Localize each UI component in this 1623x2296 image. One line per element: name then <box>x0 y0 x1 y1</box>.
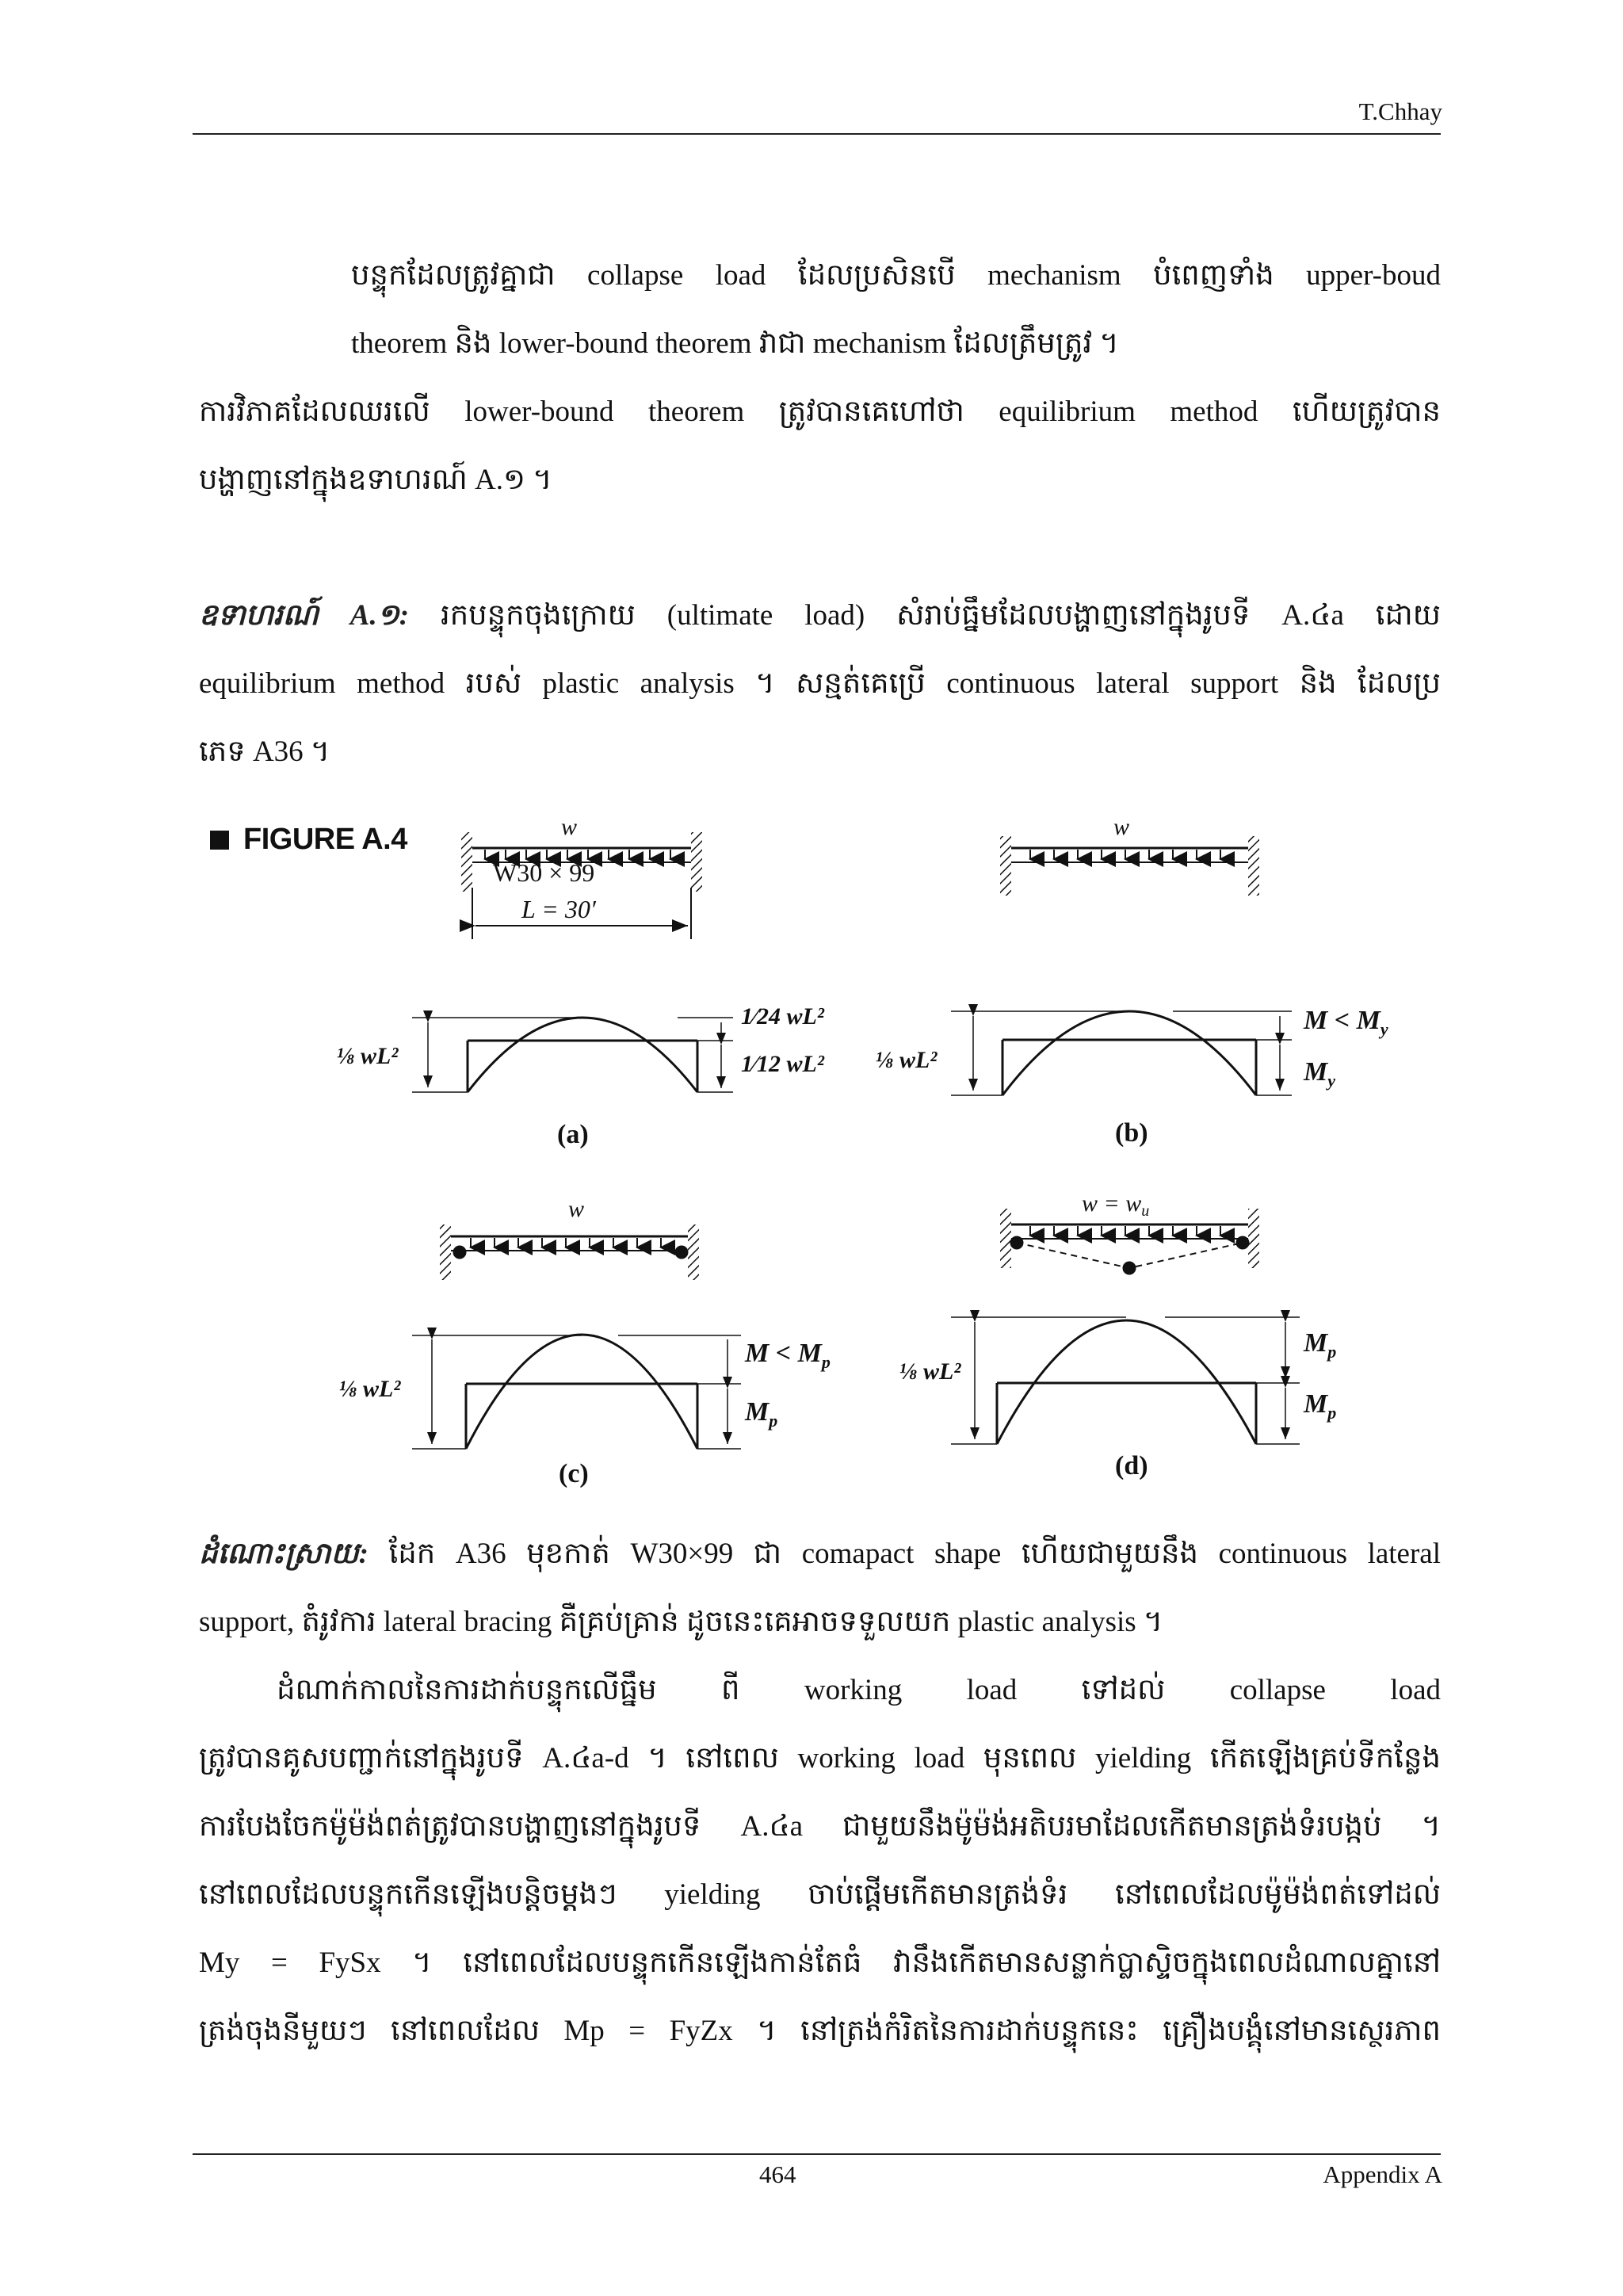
label-c-bot: $M_p$ <box>745 1397 778 1431</box>
caption-c: (c) <box>559 1459 589 1488</box>
moment-diagram-c <box>412 1335 741 1449</box>
header-author: T.Chhay <box>1358 97 1442 125</box>
label-d-top: $M_p$ <box>1304 1328 1337 1362</box>
text-line: My = FySx ។ នៅពេលដែលបន្ទុកកើនឡើងកាន់តែធំ វានឹងកើតមានសន្លាក់ប្លាស្ទិចក្នុងពេលដំណាលគ្នានៅ <box>199 1946 1441 1979</box>
label-load-w: w <box>561 814 578 840</box>
moment-diagram-b <box>951 1011 1292 1095</box>
label-wl2-8-c: ⅛ wL² <box>339 1376 401 1402</box>
text-line: support, តំរូវការ lateral bracing គឺគ្រប់គ្រាន់ ដូចនេះគេអាចទទួលយក plastic analysis ។ <box>199 1606 1163 1638</box>
solution-paragraph-2 <box>199 1656 1441 2065</box>
example-text: រកបន្ទុកចុងក្រោយ (ultimate load) សំរាប់ធ្នឹមដែលបង្ហាញនៅក្នុងរូបទី A.៤a ដោយ <box>440 599 1442 632</box>
caption-b: (b) <box>1115 1118 1148 1148</box>
solution-label: ដំណោះស្រាយ: <box>199 1538 369 1570</box>
label-c-top: $M < M_p$ <box>745 1339 831 1372</box>
text-line: ភេទ A36 ។ <box>199 735 330 768</box>
text-line: ត្រង់ចុងនីមួយៗ នៅពេលដែល Mp = FyZx ។ នៅត្រង់កំរិតនៃការដាក់បន្ទុកនេះ គ្រឿងបង្គុំនៅមានស្ថេរភាព <box>199 2015 1441 2047</box>
text-line: ការបែងចែកម៉ូម៉ង់ពត់ត្រូវបានបង្ហាញនៅក្នុងរូបទី A.៤a ជាមួយនឹងម៉ូម៉ង់អតិបរមាដែលកើតមានត្រង់ទំរបង្កប់ ។ <box>199 1810 1441 1843</box>
example-label: ឧទាហរណ៍ A.១: <box>199 599 410 632</box>
label-wl2-8-a: ⅛ wL² <box>337 1043 399 1069</box>
label-wl2-8-b: ⅛ wL² <box>876 1047 938 1073</box>
label-wl2-8-d: ⅛ wL² <box>899 1358 961 1385</box>
label-section: W30 × 99 <box>493 858 595 887</box>
page-number: 464 <box>759 2160 796 2188</box>
text-line: ត្រូវបានគូសបញ្ជាក់នៅក្នុងរូបទី A.៤a-d ។ នៅពេល working load មុនពេល yielding កើតឡើងគ្រប់ទីកន្លែង <box>199 1742 1441 1775</box>
moment-diagram-d <box>951 1317 1300 1444</box>
footer-section: Appendix A <box>1323 2160 1442 2188</box>
text-line: equilibrium method របស់ plastic analysis ។ សន្មត់គេប្រើ continuous lateral support និង ដែលប្រ <box>199 667 1441 700</box>
text-line <box>199 1520 1441 1588</box>
label-b-top: $M < M_y$ <box>1304 1006 1388 1039</box>
label-span: L = 30′ <box>521 895 596 923</box>
label-d-bot: $M_p$ <box>1304 1389 1337 1423</box>
caption-a: (a) <box>557 1120 589 1149</box>
caption-d: (d) <box>1115 1451 1148 1480</box>
label-load-w-c: w <box>568 1196 585 1222</box>
label-load-w-b: w <box>1113 814 1130 840</box>
text-line: theorem និង lower-bound theorem វាជា mechanism ដែលត្រឹមត្រូវ ។ <box>351 327 1119 360</box>
footer-rule <box>193 2153 1441 2155</box>
text-line: នៅពេលដែលបន្ទុកកើនឡើងបន្តិចម្តងៗ yielding ចាប់ផ្តើមកើតមានត្រង់ទំរ នៅពេលដែលម៉ូម៉ង់ពត់ទៅដល់ <box>199 1878 1441 1911</box>
figure-title-text: FIGURE A.4 <box>243 823 407 856</box>
label-b-bot: $M_y$ <box>1304 1057 1335 1091</box>
text-line: បន្ទុកដែលត្រូវគ្នាជា collapse load ដែលប្រសិនបើ mechanism បំពេញទាំង upper-boud <box>351 259 1441 292</box>
beam-d <box>1000 1209 1259 1274</box>
solution-block <box>199 1520 1441 1656</box>
text-line: ដំណាក់កាលនៃការដាក់បន្ទុកលើធ្នឹម ពី working load ទៅដល់ collapse load <box>277 1674 1441 1706</box>
moment-diagram-a <box>412 1018 733 1092</box>
beam-b <box>1000 836 1259 896</box>
text-line: បង្ហាញនៅក្នុងឧទាហរណ៍ A.១ ។ <box>199 464 552 496</box>
label-a-bot: 1⁄12 wL² <box>741 1051 824 1077</box>
beam-c <box>440 1224 699 1280</box>
label-load-wu: $w = w_u$ <box>1082 1190 1150 1220</box>
solution-text: ដែក A36 មុខកាត់ W30×99 ជា comapact shape ហើយជាមួយនឹង continuous lateral <box>388 1538 1441 1570</box>
text-line: ការវិភាគដែលឈរលើ lower-bound theorem ត្រូវបានគេហៅថា equilibrium method ហើយត្រូវបាន <box>199 395 1441 428</box>
label-a-top: 1⁄24 wL² <box>741 1003 824 1030</box>
